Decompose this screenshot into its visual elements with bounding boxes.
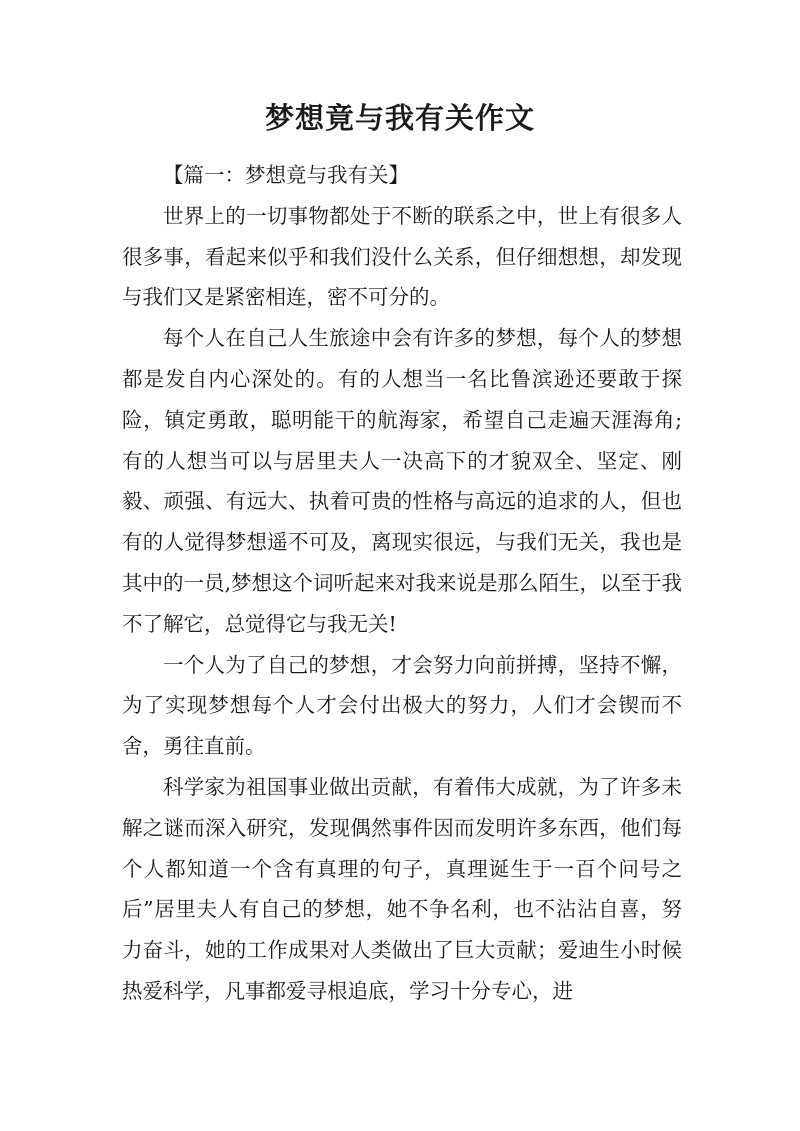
document-body (122, 155, 682, 1012)
paragraph-3: 一个人为了自己的梦想，才会努力向前拼搏，坚持不懈，为了实现梦想每个人才会付出极大的努力，人们才会锲而不舍，勇往直前。 (122, 652, 682, 759)
document-title: 梦想竟与我有关作文 (264, 101, 535, 135)
paragraph-4: 科学家为祖国事业做出贡献，有着伟大成就，为了许多未解之谜而深入研究，发现偶然事件因而发明许多东西，他们每个人都知道一个含有真理的句子，真理诞生于一百个问号之后”居里夫人有自己的梦想，她不争名利，也不沾沾自喜，努力奋斗，她的工作成果对人类做出了巨大贡献；爱迪生小时候热爱科学，凡事都爱寻根追底，学习十分专心，进 (122, 774, 682, 1003)
paragraph-2: 每个人在自己人生旅途中会有许多的梦想，每个人的梦想都是发自内心深处的。有的人想当一名比鲁滨逊还要敢于探险，镇定勇敢，聪明能干的航海家，希望自己走遍天涯海角;有的人想当可以与居里夫人一决高下的才貌双全、坚定、刚毅、顽强、有远大、执着可贵的性格与高远的追求的人，但也有的人觉得梦想遥不可及，离现实很远，与我们无关，我也是其中的一员,梦想这个词听起来对我来说是那么陌生，以至于我不了解它，总觉得它与我无关! (122, 326, 683, 636)
paragraph-1: 世界上的一切事物都处于不断的联系之中，世上有很多人很多事，看起来似乎和我们没什么关系，但仔细想想，却发现与我们又是紧密相连，密不可分的。 (122, 203, 682, 310)
section-heading: 【篇一：梦想竟与我有关】 (163, 163, 409, 187)
